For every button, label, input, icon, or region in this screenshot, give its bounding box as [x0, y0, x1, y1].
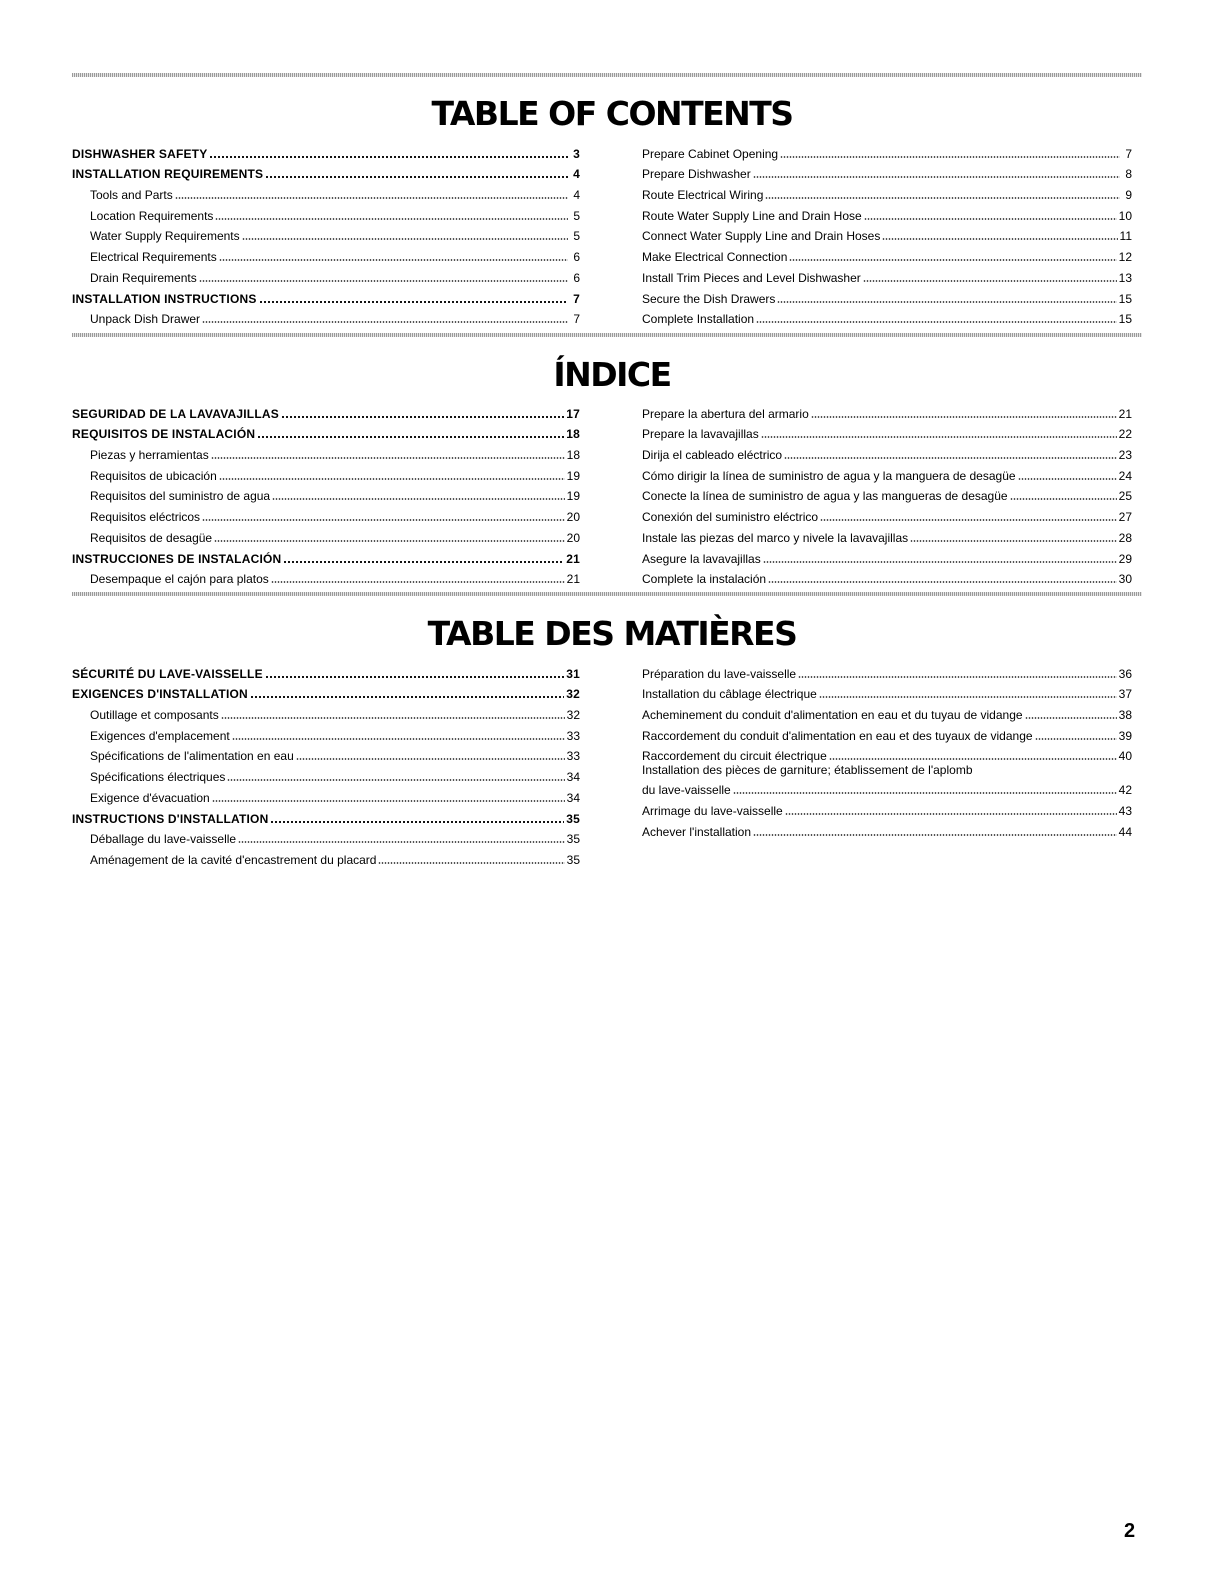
toc-entry-label: INSTALLATION INSTRUCTIONS: [72, 291, 257, 306]
dot-leader: [175, 197, 568, 199]
toc-right-column: [642, 660, 1132, 839]
toc-entry-page: 10: [1118, 208, 1132, 223]
dot-leader: [1018, 478, 1117, 480]
toc-entry: [642, 701, 1132, 722]
toc-entry: [72, 462, 580, 483]
toc-entry-label: Raccordement du circuit électrique: [642, 749, 827, 764]
dot-leader: [219, 259, 568, 261]
dot-leader: [910, 540, 1117, 542]
dot-leader: [227, 779, 564, 781]
toc-entry-label: INSTRUCTIONS D'INSTALLATION: [72, 811, 269, 826]
toc-entry: [642, 545, 1132, 566]
toc-entry-page: 4: [573, 188, 580, 203]
toc-entry: [642, 763, 1132, 797]
dot-leader: [219, 478, 565, 480]
toc-entry: [72, 503, 580, 524]
toc-entry-label: SEGURIDAD DE LA LAVAVAJILLAS: [72, 406, 279, 421]
dot-leader: [768, 581, 1117, 583]
dot-leader: [780, 156, 1120, 158]
dot-leader: [829, 758, 1117, 760]
toc-entry-label: Connect Water Supply Line and Drain Hoses: [642, 229, 881, 244]
dot-leader: [1035, 738, 1117, 740]
dot-leader: [202, 519, 565, 521]
toc-entry-page: 30: [1118, 572, 1132, 587]
toc-entry-label: Unpack Dish Drawer: [90, 312, 201, 327]
toc-left-column: [72, 140, 580, 326]
toc-entry: [72, 202, 580, 223]
toc-entry-page: 27: [1118, 510, 1132, 525]
dot-leader: [283, 561, 564, 563]
toc-entry: [642, 161, 1132, 182]
toc-entry-page: 5: [573, 208, 580, 223]
toc-entry-page: 23: [1118, 448, 1132, 463]
toc-entry-page: 33: [566, 749, 580, 764]
toc-entry: [72, 524, 580, 545]
toc-left-column: [72, 400, 580, 586]
toc-entry-label: Tools and Parts: [90, 188, 173, 203]
toc-entry-page: 34: [566, 790, 580, 805]
toc-entry-page: 13: [1118, 270, 1132, 285]
dot-leader: [785, 813, 1117, 815]
toc-right-column: [642, 400, 1132, 586]
section-heading: ÍNDICE: [553, 355, 671, 394]
toc-entry-page: 18: [566, 427, 580, 442]
dot-leader: [221, 717, 565, 719]
toc-entry-page: 31: [566, 666, 580, 681]
toc-entry: [72, 846, 580, 867]
toc-entry-label: Raccordement du conduit d'alimentation en eau et des tuyaux de vidange: [642, 728, 1033, 743]
dot-leader: [733, 792, 1117, 794]
dot-leader: [202, 321, 568, 323]
dot-leader: [257, 436, 564, 438]
toc-entry-label: Desempaque el cajón para platos: [90, 572, 269, 587]
toc-entry: [72, 264, 580, 285]
dot-leader: [209, 156, 568, 158]
page-number: 2: [1124, 1520, 1136, 1542]
toc-entry: [642, 797, 1132, 818]
toc-entry-page: 35: [566, 852, 580, 867]
dot-leader: [265, 176, 568, 178]
toc-entry-label-continued: du lave-vaisselle: [642, 783, 731, 798]
dot-leader: [271, 581, 565, 583]
toc-entry: [642, 285, 1132, 306]
toc-entry-page: 44: [1118, 824, 1132, 839]
section-divider: [72, 592, 1142, 596]
dot-leader: [211, 457, 565, 459]
toc-entry-label: Requisitos de ubicación: [90, 468, 217, 483]
toc-entry-label: Outillage et composants: [90, 708, 219, 723]
toc-entry-label: Complete la instalación: [642, 572, 767, 587]
toc-entry-page: 42: [1118, 783, 1132, 798]
dot-leader: [882, 238, 1117, 240]
toc-entry-label: Prepare Cabinet Opening: [642, 146, 779, 161]
dot-leader: [272, 498, 565, 500]
toc-entry-label: Instale las piezas del marco y nivele la lavavajillas: [642, 530, 909, 545]
dot-leader: [763, 561, 1117, 563]
toc-entry: [72, 161, 580, 182]
dot-leader: [242, 238, 568, 240]
dot-leader: [281, 416, 564, 418]
toc-entry: [72, 681, 580, 702]
toc-entry-page: 22: [1118, 427, 1132, 442]
toc-entry-page: 20: [566, 530, 580, 545]
dot-leader: [378, 862, 564, 864]
toc-entry-page: 33: [566, 728, 580, 743]
toc-entry-page: 43: [1118, 804, 1132, 819]
toc-entry-page: 20: [566, 510, 580, 525]
toc-entry-page: 18: [566, 448, 580, 463]
toc-entry-page: 7: [573, 312, 580, 327]
toc-entry-label: Electrical Requirements: [90, 250, 217, 265]
toc-entry: [642, 264, 1132, 285]
toc-entry-label: Install Trim Pieces and Level Dishwasher: [642, 270, 861, 285]
toc-entry-label: Spécifications électriques: [90, 770, 226, 785]
dot-leader: [232, 738, 565, 740]
toc-entry: [642, 524, 1132, 545]
toc-entry-label: Location Requirements: [90, 208, 214, 223]
section-heading: TABLE DES MATIÈRES: [427, 614, 797, 653]
toc-entry-label: Water Supply Requirements: [90, 229, 240, 244]
toc-entry-label: Aménagement de la cavité d'encastrement du placard: [90, 852, 377, 867]
toc-entry: [72, 826, 580, 847]
toc-entry-page: 4: [573, 167, 580, 182]
toc-entry-page: 36: [1118, 666, 1132, 681]
toc-entry: [72, 763, 580, 784]
toc-entry-label: EXIGENCES D'INSTALLATION: [72, 687, 248, 702]
toc-entry-label: Piezas y herramientas: [90, 448, 209, 463]
toc-entry-page: 5: [573, 229, 580, 244]
toc-entry-label: Route Electrical Wiring: [642, 188, 764, 203]
dot-leader: [238, 841, 565, 843]
toc-entry-label: Achever l'installation: [642, 824, 752, 839]
toc-entry-label: Asegure la lavavajillas: [642, 551, 761, 566]
dot-leader: [784, 457, 1117, 459]
toc-entry: [642, 483, 1132, 504]
toc-entry-page: 19: [566, 468, 580, 483]
toc-entry-page: 38: [1118, 708, 1132, 723]
toc-entry: [642, 202, 1132, 223]
toc-entry-page: 19: [566, 489, 580, 504]
toc-entry: [642, 660, 1132, 681]
toc-entry-page: 32: [566, 687, 580, 702]
toc-entry-label: Installation du câblage électrique: [642, 687, 817, 702]
toc-entry: [72, 140, 580, 161]
dot-leader: [212, 800, 565, 802]
toc-entry-page: 24: [1118, 468, 1132, 483]
dot-leader: [215, 218, 568, 220]
toc-entry-page: 34: [566, 770, 580, 785]
dot-leader: [753, 834, 1117, 836]
toc-entry-label: Secure the Dish Drawers: [642, 291, 776, 306]
toc-entry: [642, 243, 1132, 264]
toc-entry-page: 37: [1118, 687, 1132, 702]
toc-entry-label: Conexión del suministro eléctrico: [642, 510, 819, 525]
dot-leader: [296, 758, 565, 760]
section-heading: TABLE OF CONTENTS: [431, 94, 793, 133]
toc-entry-label: Route Water Supply Line and Drain Hose: [642, 208, 862, 223]
toc-entry-label: Make Electrical Connection: [642, 250, 788, 265]
toc-entry-page: 21: [566, 551, 580, 566]
toc-entry-label: Requisitos eléctricos: [90, 510, 201, 525]
toc-entry: [72, 660, 580, 681]
toc-entry-page: 25: [1118, 489, 1132, 504]
toc-entry-label: Arrimage du lave-vaisselle: [642, 804, 783, 819]
toc-entry-label: Complete Installation: [642, 312, 755, 327]
toc-entry-label: Prepare la lavavajillas: [642, 427, 759, 442]
toc-entry-label: Requisitos de desagüe: [90, 530, 213, 545]
dot-leader: [214, 540, 565, 542]
toc-entry-label: Dirija el cableado eléctrico: [642, 448, 783, 463]
toc-entry: [642, 503, 1132, 524]
toc-entry: [72, 441, 580, 462]
toc-entry-label: Exigence d'évacuation: [90, 790, 210, 805]
toc-entry-page: 40: [1118, 749, 1132, 764]
toc-entry: [72, 243, 580, 264]
dot-leader: [765, 197, 1120, 199]
toc-entry: [72, 421, 580, 442]
toc-entry: [642, 743, 1132, 764]
toc-entry-label: Acheminement du conduit d'alimentation en eau et du tuyau de vidange: [642, 708, 1023, 723]
toc-entry: [642, 818, 1132, 839]
toc-entry-page: 39: [1118, 728, 1132, 743]
toc-entry-label: SÉCURITÉ DU LAVE-VAISSELLE: [72, 666, 263, 681]
toc-entry: [642, 223, 1132, 244]
toc-entry-label: Spécifications de l'alimentation en eau: [90, 749, 294, 764]
toc-entry: [72, 181, 580, 202]
toc-entry: [72, 400, 580, 421]
dot-leader: [819, 696, 1117, 698]
toc-entry-label: Installation des pièces de garniture; établissement de l'aplomb: [642, 763, 973, 778]
toc-entry-label: Exigences d'emplacement: [90, 728, 230, 743]
toc-entry-page: 35: [566, 811, 580, 826]
dot-leader: [259, 301, 568, 303]
toc-entry-page: 7: [1125, 146, 1132, 161]
toc-entry-label: Déballage du lave-vaisselle: [90, 832, 237, 847]
dot-leader: [199, 280, 568, 282]
toc-entry-label: DISHWASHER SAFETY: [72, 146, 208, 161]
dot-leader: [798, 676, 1117, 678]
toc-entry-page: 32: [566, 708, 580, 723]
toc-entry: [642, 722, 1132, 743]
dot-leader: [1025, 717, 1117, 719]
toc-entry-page: 3: [573, 146, 580, 161]
toc-entry-label: Conecte la línea de suministro de agua y las mangueras de desagüe: [642, 489, 1008, 504]
toc-entry-label: Prepare la abertura del armario: [642, 406, 809, 421]
toc-entry-page: 6: [573, 270, 580, 285]
dot-leader: [753, 176, 1120, 178]
dot-leader: [820, 519, 1117, 521]
toc-entry: [642, 441, 1132, 462]
toc-entry: [72, 483, 580, 504]
toc-entry-label: Préparation du lave-vaisselle: [642, 666, 797, 681]
toc-entry-label: Requisitos del suministro de agua: [90, 489, 271, 504]
toc-entry-page: 6: [573, 250, 580, 265]
toc-entry: [72, 306, 580, 327]
toc-entry: [642, 421, 1132, 442]
section-divider: [72, 73, 1142, 77]
toc-entry-page: 28: [1118, 530, 1132, 545]
toc-entry: [72, 743, 580, 764]
toc-entry: [72, 285, 580, 306]
toc-entry-label: Drain Requirements: [90, 270, 197, 285]
toc-entry-label: INSTRUCCIONES DE INSTALACIÓN: [72, 551, 282, 566]
toc-entry-page: 17: [566, 406, 580, 421]
toc-entry: [642, 181, 1132, 202]
toc-entry: [72, 545, 580, 566]
toc-entry: [72, 701, 580, 722]
dot-leader: [250, 696, 564, 698]
toc-entry: [72, 566, 580, 587]
toc-left-column: [72, 660, 580, 867]
toc-entry-page: 15: [1118, 291, 1132, 306]
toc-entry-label: Cómo dirigir la línea de suministro de agua y la manguera de desagüe: [642, 468, 1016, 483]
toc-entry-page: 29: [1118, 551, 1132, 566]
toc-entry: [72, 805, 580, 826]
dot-leader: [761, 436, 1117, 438]
toc-entry-page: 11: [1119, 229, 1132, 244]
dot-leader: [265, 676, 564, 678]
toc-right-column: [642, 140, 1132, 326]
toc-entry: [642, 400, 1132, 421]
toc-entry: [642, 566, 1132, 587]
toc-entry-page: 9: [1125, 188, 1132, 203]
dot-leader: [864, 218, 1117, 220]
dot-leader: [270, 821, 564, 823]
toc-entry: [72, 784, 580, 805]
toc-entry: [642, 462, 1132, 483]
toc-entry-label: INSTALLATION REQUIREMENTS: [72, 167, 264, 182]
dot-leader: [777, 301, 1116, 303]
toc-entry-page: 7: [573, 291, 580, 306]
toc-entry-page: 15: [1118, 312, 1132, 327]
toc-entry-page: 35: [566, 832, 580, 847]
toc-entry: [642, 306, 1132, 327]
toc-entry-page: 21: [566, 572, 580, 587]
toc-entry-label: REQUISITOS DE INSTALACIÓN: [72, 427, 256, 442]
toc-entry: [72, 722, 580, 743]
dot-leader: [811, 416, 1117, 418]
dot-leader: [1010, 498, 1117, 500]
dot-leader: [789, 259, 1116, 261]
dot-leader: [863, 280, 1117, 282]
toc-entry: [642, 140, 1132, 161]
toc-entry-page: 12: [1118, 250, 1132, 265]
toc-entry-page: 8: [1125, 167, 1132, 182]
toc-entry: [72, 223, 580, 244]
toc-entry-label: Prepare Dishwasher: [642, 167, 751, 182]
toc-entry-page: 21: [1118, 406, 1132, 421]
dot-leader: [756, 321, 1117, 323]
toc-entry: [642, 681, 1132, 702]
section-divider: [72, 333, 1142, 337]
